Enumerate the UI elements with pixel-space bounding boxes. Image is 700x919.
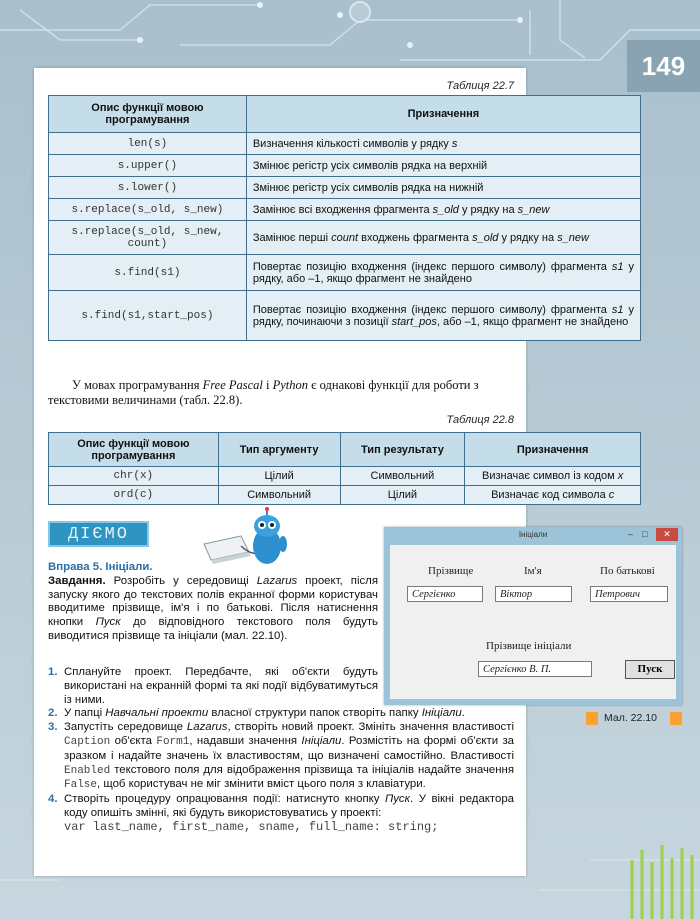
table-cell: Змінює регістр усіх символів рядка на верхній (246, 155, 640, 177)
table-cell: s.replace(s_old, s_new, count) (49, 221, 247, 255)
table2-caption: Таблиця 22.8 (446, 414, 514, 426)
exercise-block: Вправа 5. Ініціали. Завдання. Розробіть у середовищі Lazarus проект, після запуску якого до текстових полів екранної форми користувач вводитиме прізвище, ім'я і по батькові. Після натиснення кнопки Пуск до відповідного текстового поля будуть виводитися прізвище та ініціали (мал. 22.10). (48, 561, 378, 642)
maximize-icon[interactable]: □ (642, 529, 648, 539)
table-22-8 (48, 432, 641, 505)
table-cell: len(s) (49, 133, 247, 155)
orange-marker (670, 712, 682, 725)
table-header-cell: Призначення (246, 96, 640, 133)
label-patronymic: По батькові (600, 565, 655, 577)
table-cell: Цілий (340, 486, 465, 505)
exercise-title: Вправа 5. Ініціали. (48, 561, 153, 573)
page-number: 149 (627, 40, 700, 92)
label-name: Ім'я (524, 565, 542, 577)
table-cell: s.replace(s_old, s_new) (49, 199, 247, 221)
table-row (49, 255, 641, 291)
table-cell: Повертає позицію входження (індекс першого символу) фрагмента s1 у рядку, або –1, якщо фрагмент не знайдено (246, 255, 640, 291)
list-item: 2. У папці Навчальні проекти власної структури папок створіть папку Ініціали. (48, 707, 465, 720)
list-item: 1. Сплануйте проект. Передбачте, які об'єкти будуть використані на екранній формі та які події відбуватимуться із ними. (48, 666, 378, 706)
activity-badge: ДІЄМО (48, 521, 149, 547)
form-client-area (390, 545, 676, 699)
table-cell: Символьний (340, 467, 465, 486)
list-item: 4. Створіть процедуру опрацювання події: натиснуто кнопку Пуск. У вікні редактора коду опишіть змінні, які будуть використовуватись у проекті: var last_name, first_name, sname, full_name: string; (48, 793, 514, 834)
name-input[interactable]: Віктор (495, 586, 572, 602)
minimize-icon[interactable]: – (628, 529, 634, 539)
table-row (49, 199, 641, 221)
table-cell: Символьний (218, 486, 340, 505)
list-item: 3. Запустіть середовище Lazarus, створіть новий проект. Змініть значення властивості Caption об'єкта Form1, надавши значення Ініціали. Розмістіть на формі об'єкти за зразком і надайте значень їх властивостям, що визначені самостійно. Властивості Enabled текстового поля для відображення прізвища та ініціалів надайте значення False, щоб користувач не міг змінити вміст цього поля з клавіатури. (48, 721, 514, 792)
patronymic-input[interactable]: Петрович (590, 586, 668, 602)
table-cell: Замінює всі входження фрагмента s_old у рядку на s_new (246, 199, 640, 221)
label-result: Прізвище ініціали (486, 640, 572, 652)
window-title: Ініціали (518, 530, 548, 539)
figure-caption-block (586, 712, 682, 726)
table-cell: Цілий (218, 467, 340, 486)
table-row (49, 291, 641, 341)
table-header-cell: Опис функції мовою програмування (49, 96, 247, 133)
table-cell: s.find(s1) (49, 255, 247, 291)
table-cell: s.find(s1,start_pos) (49, 291, 247, 341)
table-22-7 (48, 95, 641, 341)
table-cell: Замінює перші count входжень фрагмента s_old у рядку на s_new (246, 221, 640, 255)
orange-marker (586, 712, 598, 725)
table-header-cell: Тип результату (340, 433, 465, 467)
table-header-cell: Призначення (465, 433, 641, 467)
window-titlebar (384, 527, 682, 543)
form-window (384, 527, 682, 705)
surname-input[interactable]: Сергієнко (407, 586, 483, 602)
code-line: var last_name, first_name, sname, full_name: string; (64, 819, 439, 834)
table-header-row (49, 433, 641, 467)
table-cell: Повертає позицію входження (індекс першого символу) фрагмента s1 у рядку, починаючи з позиції start_pos, або –1, якщо фрагмент не знайдено (246, 291, 640, 341)
table-cell: ord(c) (49, 486, 219, 505)
table-header-cell: Опис функції мовою програмування (49, 433, 219, 467)
table-row (49, 467, 641, 486)
table-cell: s.upper() (49, 155, 247, 177)
figure-caption: Мал. 22.10 (604, 712, 657, 724)
table1-caption: Таблиця 22.7 (446, 80, 514, 92)
table-cell: Визначає символ із кодом x (465, 467, 641, 486)
table-header-cell: Тип аргументу (218, 433, 340, 467)
table-cell: chr(x) (49, 467, 219, 486)
intro-paragraph: У мовах програмування Free Pascal і Python є однакові функції для роботи з текстовими величинами (табл. 22.8). (48, 378, 479, 407)
table-cell: Змінює регістр усіх символів рядка на нижній (246, 177, 640, 199)
table-row (49, 177, 641, 199)
task-label: Завдання. (48, 574, 106, 587)
result-field: Сергієнко В. П. (478, 661, 592, 677)
robot-laptop-illustration (199, 506, 309, 568)
table-row (49, 221, 641, 255)
table-cell: Визначення кількості символів у рядку s (246, 133, 640, 155)
table-header-row (49, 96, 641, 133)
table-cell: s.lower() (49, 177, 247, 199)
close-icon[interactable]: ✕ (656, 528, 678, 541)
table-row (49, 155, 641, 177)
label-surname: Прізвище (428, 565, 474, 577)
table-row (49, 486, 641, 505)
start-button[interactable]: Пуск (625, 660, 675, 679)
table-row (49, 133, 641, 155)
table-cell: Визначає код символа c (465, 486, 641, 505)
